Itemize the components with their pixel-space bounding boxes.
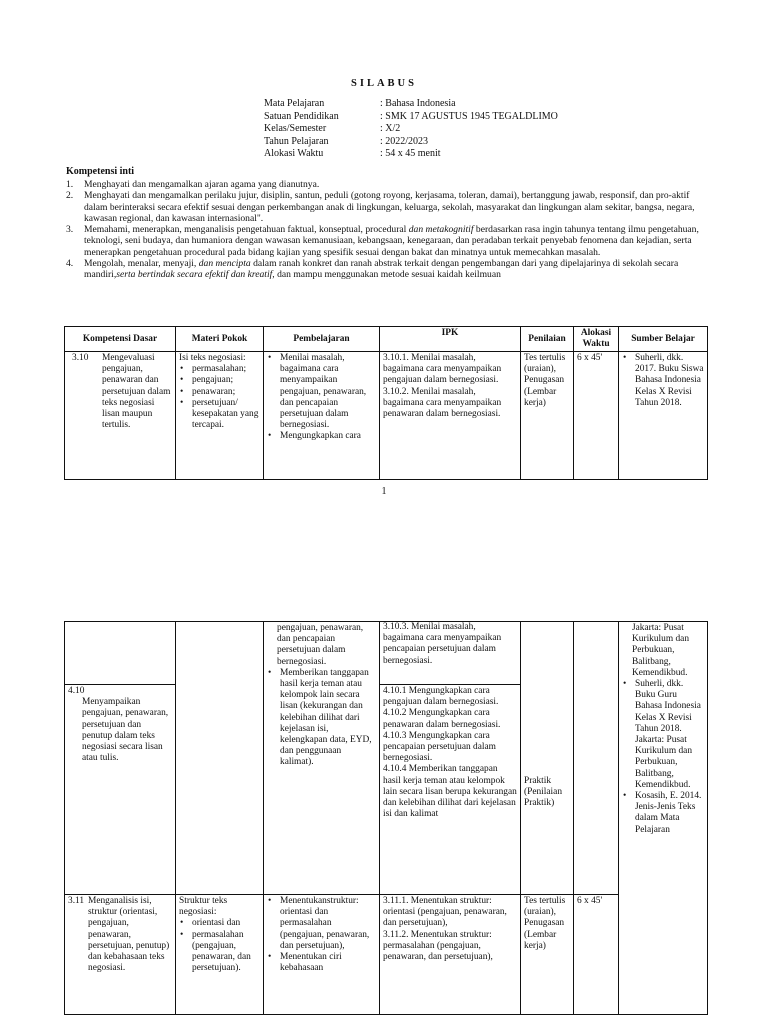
list-item — [66, 179, 714, 190]
materi-cell — [176, 895, 264, 1015]
materi-title: Struktur teks negosiasi: — [179, 896, 228, 918]
list-item: • Kosasih, E. 2014. Jenis-Jenis Teks dalam Mata Pelajaran — [632, 791, 704, 836]
sumber-cell — [619, 622, 708, 1015]
info-label: Kelas/Semester — [264, 123, 327, 134]
info-value: : 2022/2023 — [380, 135, 429, 147]
kompetensi-inti-list — [66, 179, 714, 281]
ipk-item: 3.10.3. Menilai masalah, bagaimana cara menyampaikan pencapaian persetujuan dalam bernegosiasi. — [383, 622, 502, 666]
column-header: Materi Pokok — [176, 327, 264, 352]
ipk-cell — [380, 352, 521, 480]
item-emphasis: dan mencipta — [198, 258, 251, 270]
info-label: Alokasi Waktu — [264, 148, 324, 159]
info-row — [264, 123, 558, 136]
column-header: Penilaian — [521, 327, 574, 352]
item-text: Menghayati dan mengamalkan ajaran agama yang dianutnya. — [84, 179, 320, 190]
info-row — [264, 98, 558, 111]
list-item — [66, 258, 714, 281]
ipk-item: 3.10.2. Menilai masalah, bagaimana cara menyampaikan penawaran dalam bernegosiasi. — [383, 386, 502, 420]
sumber-list — [622, 353, 704, 409]
ipk-item: 4.10.1 Mengungkapkan cara pengajuan dalam bernegosiasi. — [383, 686, 499, 708]
table-row — [65, 622, 708, 895]
list-item: • persetujuan/ kesepakatan yang tercapai. — [189, 398, 260, 432]
kd-cell — [65, 622, 176, 895]
pembelajaran-list — [267, 668, 376, 769]
alokasi-cell: 6 x 45' — [574, 352, 619, 480]
list-item: • Menentukan ciri kebahasaan — [277, 952, 376, 974]
info-row — [264, 148, 558, 161]
ipk-item: 4.10.4 Memberikan tanggapan hasil kerja teman atau kelompok lain secara lisan berupa kekurangan dan kelebihan dilihat dari kejelasan isi dan kalimat — [383, 764, 517, 820]
pembelajaran-cell — [264, 352, 380, 480]
list-item: • permasalahan; — [189, 364, 260, 375]
item-emphasis: dan metakognitif — [408, 224, 474, 236]
list-item: • Suherli, dkk. Buku Guru Bahasa Indonesia Kelas X Revisi Tahun 2018. Jakarta: Pusat Kurikulum dan Perbukuan, Balitbang, Kemendikbud. — [632, 679, 704, 791]
list-item — [66, 224, 714, 258]
alokasi-cell: 6 x 45' — [574, 895, 619, 1015]
list-item: • Mengungkapkan cara — [277, 431, 376, 442]
ipk-cell — [380, 622, 521, 895]
list-item: • penawaran; — [189, 387, 260, 398]
info-value: : 54 x 45 menit — [380, 148, 441, 159]
table-row — [65, 352, 708, 480]
list-item: • Menentukanstruktur: orientasi dan permasalahan (pengajuan, penawaran, dan persetujuan), — [277, 896, 376, 952]
penilaian-cell — [521, 622, 574, 895]
item-emphasis: serta bertindak secara efektif dan kreatif — [116, 269, 273, 281]
info-label: Satuan Pendidikan — [264, 110, 339, 122]
info-row — [264, 111, 558, 124]
sumber-continued: Jakarta: Pusat Kurikulum dan Perbukuan, Balitbang, Kemendikbud. — [632, 623, 690, 678]
item-text: Mengolah, menalar, menyaji, — [84, 258, 199, 270]
column-header: IPK — [380, 327, 521, 352]
penilaian-text: Praktik (Penilaian Praktik) — [524, 776, 563, 809]
table-row — [65, 895, 708, 1015]
item-number: 4. — [66, 258, 74, 270]
kd-text: Menyampaikan pengajuan, penawaran, persetujuan dan penutup dalam teks negosiasi secara lisan atau tulis. — [82, 697, 169, 764]
list-item: • pengajuan; — [189, 375, 260, 386]
course-info — [264, 98, 558, 161]
page-one — [0, 0, 768, 505]
kd-number: 3.11 — [68, 896, 85, 906]
document-title: SILABUS — [351, 78, 417, 89]
syllabus-table — [64, 326, 708, 480]
column-header: Alokasi Waktu — [574, 327, 619, 352]
kd-text: Mengevaluasi pengajuan, penawaran dan persetujuan dalam teks negosiasi lisan maupun tertulis. — [102, 353, 171, 431]
ipk-item: 4.10.3 Mengungkapkan cara pencapaian persetujuan dalam bernegosiasi. — [383, 730, 496, 764]
ipk-item: 3.11.2. Menentukan struktur: permasalahan (pengajuan, penawaran, dan persetujuan), — [383, 929, 493, 963]
ipk-cell — [380, 895, 521, 1015]
pembelajaran-cell — [264, 622, 380, 895]
info-value: : X/2 — [380, 123, 401, 134]
list-item — [66, 190, 714, 224]
ipk-item: 3.10.1. Menilai masalah, bagaimana cara menyampaikan pengajuan dalam bernegosiasi. — [383, 353, 502, 386]
kd-number: 3.10 — [72, 353, 89, 363]
column-header: Sumber Belajar — [619, 327, 708, 352]
list-item: • Suherli, dkk. 2017. Buku Siswa Bahasa Indonesia Kelas X Revisi Tahun 2018. — [632, 353, 704, 409]
item-text: Memahami, menerapkan, menganalisis pengetahuan faktual, konseptual, procedural — [84, 224, 409, 236]
ipk-item: 4.10.2 Mengungkapkan cara penawaran dalam bernegosiasi. — [383, 708, 501, 730]
page-number: 1 — [381, 486, 387, 497]
info-value: : Bahasa Indonesia — [380, 98, 456, 109]
info-label: Mata Pelajaran — [264, 98, 325, 109]
penilaian-cell: Tes tertulis (uraian), Penugasan (Lembar kerja) — [521, 352, 574, 480]
item-text: berdasarkan rasa ingin tahunya tentang ilmu pengetahuan, teknologi, seni budaya, dan humaniora dengan wawasan kemanusiaan, kebangsaan, kenegaraan, dan peradaban terkait penyebab fenomena dan kejadian, serta menerapkan pengetahuan procedural pada bidang kajian yang spesifik sesuai dengan bakat dan minatnya untuk memecahkan masalah. — [84, 224, 699, 258]
materi-title: Isi teks negosiasi: — [179, 353, 246, 363]
list-item: • permasalahan (pengajuan, penawaran, dan persetujuan). — [189, 930, 260, 975]
pembelajaran-list — [267, 353, 376, 443]
item-text: dalam ranah konkret dan ranah abstrak terkait dengan pengembangan dari yang dipelajarinya di sekolah secara mandiri, — [84, 258, 679, 281]
sumber-cell — [619, 352, 708, 480]
info-value: : SMK 17 AGUSTUS 1945 TEGALDLIMO — [380, 110, 558, 122]
materi-list — [179, 918, 260, 974]
item-text: , dan mampu menggunakan metode sesuai kaidah keilmuan — [272, 269, 501, 281]
sumber-list — [622, 679, 704, 836]
alokasi-cell — [574, 622, 619, 895]
table-header-row — [65, 327, 708, 352]
materi-list — [179, 364, 260, 431]
info-label: Tahun Pelajaran — [264, 135, 329, 147]
pembelajaran-list — [267, 896, 376, 974]
page-two — [0, 575, 768, 1024]
item-number: 2. — [66, 190, 74, 202]
materi-cell — [176, 352, 264, 480]
penilaian-cell: Tes tertulis (uraian), Penugasan (Lembar kerja) — [521, 895, 574, 1015]
column-header: Kompetensi Dasar — [65, 327, 176, 352]
kompetensi-inti-heading: Kompetensi inti — [66, 166, 135, 177]
info-row — [264, 136, 558, 149]
kd-cell — [65, 895, 176, 1015]
list-item: • orientasi dan — [189, 918, 260, 929]
column-header: Pembelajaran — [264, 327, 380, 352]
pembelajaran-continued: pengajuan, penawaran, dan pencapaian persetujuan dalam bernegosiasi. — [277, 623, 364, 667]
item-number: 3. — [66, 224, 74, 236]
kd-number: 4.10 — [68, 686, 85, 696]
item-number: 1. — [66, 179, 74, 190]
kd-cell — [65, 352, 176, 480]
kd-text: Menganalisis isi, struktur (orientasi, pengajuan, penawaran, persetujuan, penutup) dan kebahasaan teks negosiasi. — [88, 896, 170, 974]
pembelajaran-cell — [264, 895, 380, 1015]
materi-cell — [176, 622, 264, 895]
item-text: Menghayati dan mengamalkan perilaku jujur, disiplin, santun, peduli (gotong royong, kerjasama, toleran, damai), bertanggung jawab, responsif, dan pro-aktif dalam berinteraksi secara efektif sesuai dengan perkembangan anak di lingkungan, keluarga, sekolah, masyarakat dan lingkungan alam sekitar, bangsa, negara, kawasan regional, dan kawasan internasional". — [84, 190, 695, 224]
list-item: • Memberikan tanggapan hasil kerja teman atau kelompok lain secara lisan (kekurangan dan kelebihan dilihat dari kejelasan isi, kelengkapan data, EYD, dan penggunaan kalimat). — [277, 668, 376, 769]
list-item: • Menilai masalah, bagaimana cara menyampaikan pengajuan, penawaran, dan pencapaian persetujuan dalam bernegosiasi. — [277, 353, 376, 431]
syllabus-table-continued — [64, 621, 708, 1015]
ipk-item: 3.11.1. Menentukan struktur: orientasi (pengajuan, penawaran, dan persetujuan), — [383, 896, 507, 929]
